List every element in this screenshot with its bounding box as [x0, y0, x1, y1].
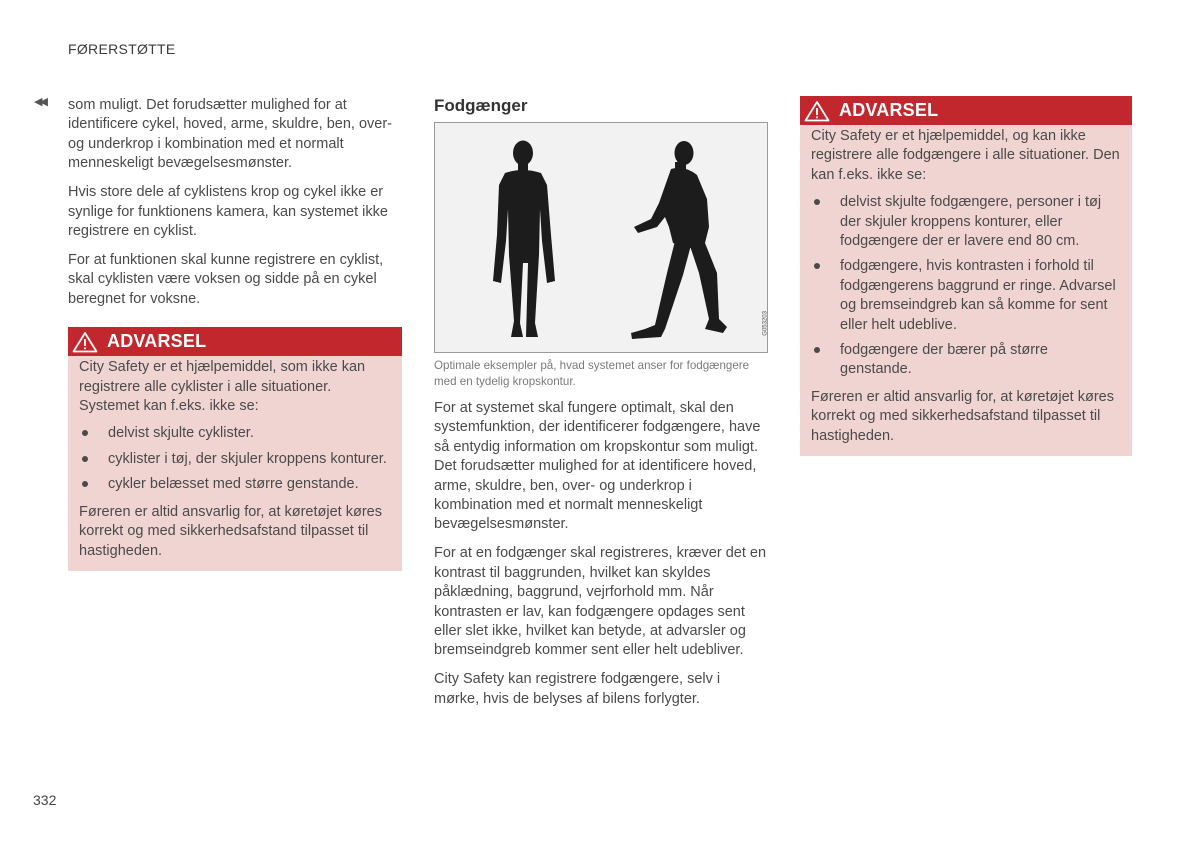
figure-code: G053203	[763, 311, 769, 336]
paragraph: Hvis store dele af cyklistens krop og cykel ikke er synlige for funktionens kamera, kan systemet ikke registrere en cyklist.	[68, 184, 388, 240]
pedestrian-silhouettes-image	[435, 123, 767, 352]
section-header: FØRERSTØTTE	[68, 41, 176, 57]
list-item: fodgængere, hvis kontrasten i forhold til fodgængerens baggrund er ringe. Advarsel og bremseindgreb kan så komme for sent eller helt udeblive.	[811, 257, 1122, 335]
warning-triangle-icon	[72, 331, 98, 353]
warning-box-pedestrians	[800, 96, 1132, 456]
warning-body	[800, 125, 1132, 446]
warning-title: ADVARSEL	[107, 331, 207, 352]
warning-body	[68, 356, 402, 561]
warning-triangle-icon	[804, 100, 830, 122]
paragraph: For at funktionen skal kunne registrere en cyklist, skal cyklisten være voksen og sidde på en cykel beregnet for voksne.	[68, 252, 384, 307]
list-item: cykler belæsset med større genstande.	[79, 475, 392, 494]
warning-intro: City Safety er et hjælpemiddel, som ikke kan registrere alle cyklister i alle situationer. Systemet kan f.eks. ikke se:	[79, 359, 366, 415]
paragraph: som muligt. Det forudsætter mulighed for at identificere cykel, hoved, arme, skuldre, ben, over- og underkrop i kombination med et normalt menneskeligt bevægelsesmønster.	[68, 97, 392, 172]
paragraph: For at systemet skal fungere optimalt, skal den systemfunktion, der identificerer fodgængere, have så entydig information om kropskontur som muligt. Det forudsætter mulighed for at identificere hoved, arme, skuldre, ben, over- og underkrop i kombination med et normalt menneskeligt bevægelsesmønster.	[434, 400, 761, 533]
paragraph: City Safety kan registrere fodgængere, selv i mørke, hvis de belyses af bilens forlygter.	[434, 671, 721, 707]
warning-intro: City Safety er et hjælpemiddel, og kan ikke registrere alle fodgængere i alle situationer. Den kan f.eks. ikke se:	[811, 128, 1120, 183]
list-item: fodgængere der bærer på større genstande.	[811, 341, 1122, 380]
column-right	[800, 96, 1132, 456]
paragraph: For at en fodgænger skal registreres, kræver det en kontrast til baggrunden, hvilket kan skyldes påklædning, baggrund, vejrforhold mm. Når kontrasten er lav, kan fodgængere opdages sent eller slet ikke, hvilket kan betyde, at advarsler og bremseindgreb kommer sent eller helt udebliver.	[434, 545, 767, 659]
warning-list	[811, 193, 1122, 380]
column-left	[68, 96, 402, 571]
section-title: Fodgænger	[434, 96, 528, 115]
continuation-arrow-icon: ◀◀	[34, 96, 45, 108]
warning-outro: Føreren er altid ansvarlig for, at køretøjet køres korrekt og med sikkerhedsafstand tilpasset til hastigheden.	[811, 388, 1114, 444]
page-number: 332	[33, 792, 57, 808]
warning-title: ADVARSEL	[839, 99, 939, 120]
column-middle	[434, 96, 768, 719]
warning-list	[79, 424, 392, 494]
pedestrian-figure	[434, 122, 768, 353]
list-item: delvist skjulte cyklister.	[79, 424, 392, 443]
list-item: delvist skjulte fodgængere, personer i tøj der skjuler kroppens konturer, eller fodgængere der er lavere end 80 cm.	[811, 193, 1122, 251]
warning-box-cyclists	[68, 327, 402, 571]
list-item: cyklister i tøj, der skjuler kroppens konturer.	[79, 450, 392, 469]
warning-header	[68, 327, 402, 356]
warning-outro: Føreren er altid ansvarlig for, at køretøjet køres korrekt og med sikkerhedsafstand tilpasset til hastigheden.	[79, 503, 382, 559]
warning-header	[800, 96, 1132, 125]
figure-caption: Optimale eksempler på, hvad systemet anser for fodgængere med en tydelig kropskontur.	[434, 359, 750, 388]
